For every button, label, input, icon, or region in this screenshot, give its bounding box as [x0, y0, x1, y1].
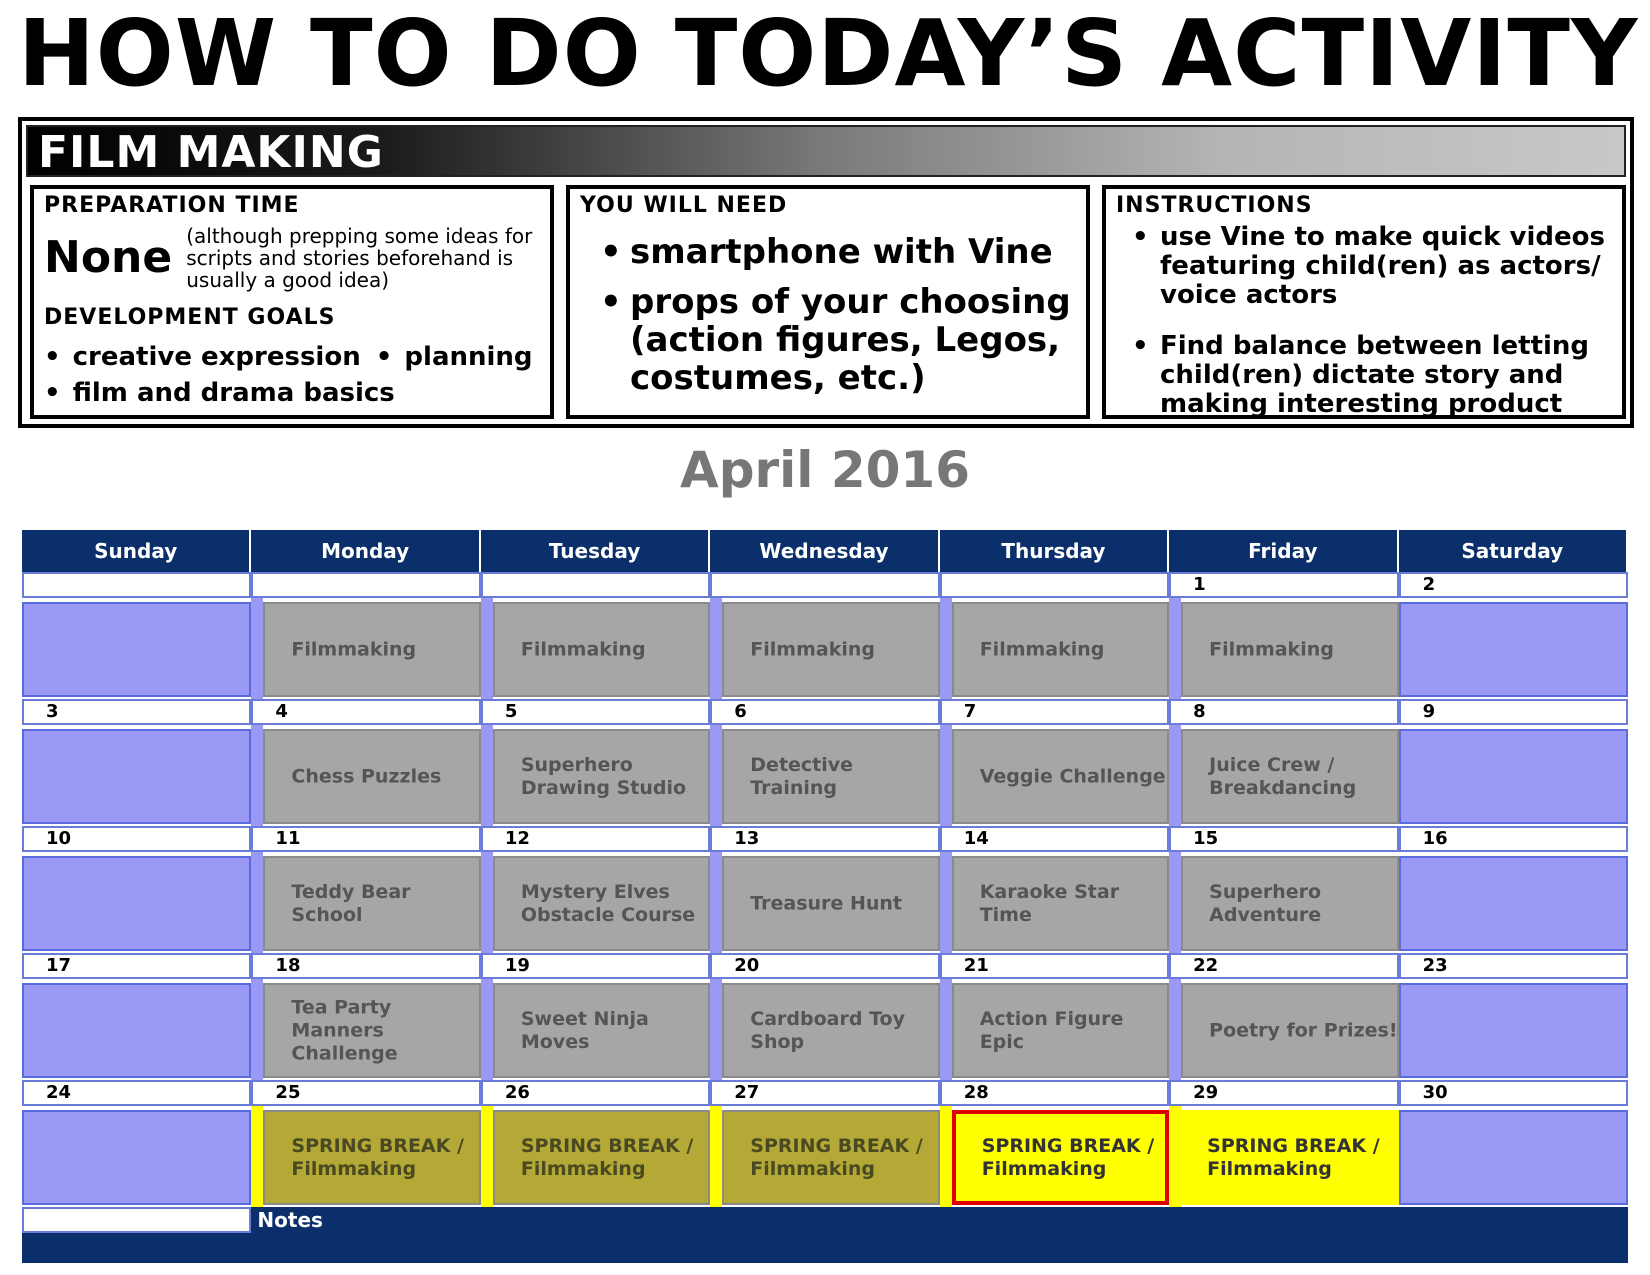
calendar-event-cell[interactable] — [263, 856, 480, 951]
calendar-cell-gutter — [1169, 725, 1181, 826]
calendar-month-title: April 2016 — [680, 441, 970, 499]
date-label: 14 — [940, 826, 1169, 852]
calendar-cell-gutter — [940, 979, 952, 1080]
calendar-cell-gutter — [940, 725, 952, 826]
materials-box — [566, 185, 1090, 419]
calendar-event-cell[interactable] — [493, 602, 710, 697]
development-goals — [44, 339, 540, 411]
goal-item: creative expression — [72, 342, 361, 372]
calendar-event-cell[interactable] — [263, 983, 480, 1078]
calendar-cell-gutter — [251, 1106, 263, 1207]
date-label-empty — [940, 572, 1169, 598]
date-label: 16 — [1399, 826, 1628, 852]
event-label: Mystery Elves Obstacle Course — [520, 880, 696, 926]
materials-heading: YOU WILL NEED — [580, 193, 788, 218]
goal-row: • creative expression • planning — [44, 342, 533, 372]
calendar-cell-gutter — [251, 598, 263, 699]
notes-area[interactable] — [22, 1233, 1628, 1263]
event-label: SPRING BREAK / Filmmaking — [520, 1134, 694, 1180]
date-label: 3 — [22, 699, 251, 725]
event-label: SPRING BREAK / Filmmaking — [981, 1134, 1155, 1180]
event-label: Tea Party Manners Challenge — [291, 996, 398, 1064]
calendar-cell-gutter — [481, 1106, 493, 1207]
materials-list — [580, 233, 1076, 397]
date-label: 12 — [481, 826, 710, 852]
activity-panel — [18, 117, 1634, 428]
event-label: SPRING BREAK / Filmmaking — [750, 1134, 923, 1180]
calendar-event-cell[interactable] — [952, 1110, 1169, 1205]
event-label: Veggie Challenge — [979, 765, 1166, 787]
event-label: Superhero Drawing Studio — [520, 753, 687, 799]
calendar-event-cell[interactable] — [722, 1110, 939, 1205]
date-label: 17 — [22, 953, 251, 979]
event-label: Filmmaking — [291, 638, 417, 660]
day-header-friday: Friday — [1169, 530, 1398, 572]
date-label: 21 — [940, 953, 1169, 979]
activity-banner — [26, 125, 1626, 177]
calendar-event-cell[interactable] — [722, 602, 939, 697]
event-label: Cardboard Toy Shop — [750, 1007, 905, 1053]
calendar-event-cell[interactable] — [493, 1110, 710, 1205]
calendar-cell-gutter — [251, 725, 263, 826]
calendar-cell-empty — [1399, 1110, 1628, 1205]
date-label-empty — [710, 572, 939, 598]
calendar-cell-gutter — [710, 725, 722, 826]
calendar-cell-gutter — [940, 1106, 952, 1207]
date-label: 26 — [481, 1080, 710, 1106]
calendar-cell-gutter — [710, 979, 722, 1080]
instruction-item: • use Vine to make quick videos featuring child(ren) as actors/ voice actors — [1132, 223, 1612, 310]
calendar-cell-gutter — [1169, 852, 1181, 953]
day-header-thursday: Thursday — [940, 530, 1169, 572]
event-label: Juice Crew / Breakdancing — [1209, 753, 1357, 799]
calendar-cell-gutter — [710, 852, 722, 953]
calendar-cell-gutter — [710, 1106, 722, 1207]
date-label: 13 — [710, 826, 939, 852]
materials-item: • smartphone with Vine — [600, 233, 1076, 271]
calendar-cell-empty — [1399, 602, 1628, 697]
instructions-box — [1102, 185, 1626, 419]
date-label: 27 — [710, 1080, 939, 1106]
date-label: 19 — [481, 953, 710, 979]
calendar-cell-empty — [22, 602, 251, 697]
event-label: Chess Puzzles — [291, 765, 442, 787]
calendar-grid — [22, 530, 1628, 1275]
calendar-event-cell[interactable] — [952, 983, 1169, 1078]
date-label: 28 — [940, 1080, 1169, 1106]
date-label-empty — [22, 572, 251, 598]
date-label: 22 — [1169, 953, 1398, 979]
instruction-item: • Find balance between letting child(ren) dictate story and making interesting product — [1132, 332, 1612, 419]
date-label: 29 — [1169, 1080, 1398, 1106]
calendar-cell-gutter — [1169, 598, 1181, 699]
calendar-cell-gutter — [940, 852, 952, 953]
date-label: 5 — [481, 699, 710, 725]
calendar-event-cell[interactable] — [1181, 983, 1398, 1078]
calendar-event-cell[interactable] — [493, 983, 710, 1078]
preparation-box — [30, 185, 554, 419]
date-label: 4 — [251, 699, 480, 725]
calendar-cell-gutter — [251, 979, 263, 1080]
materials-item: • props of your choosing (action figures, Legos, costumes, etc.) — [600, 283, 1076, 397]
calendar-cell-gutter — [940, 598, 952, 699]
date-label: 10 — [22, 826, 251, 852]
preparation-value: None — [44, 232, 173, 283]
date-label: 7 — [940, 699, 1169, 725]
event-label: SPRING BREAK / Filmmaking — [291, 1134, 464, 1180]
calendar-event-cell[interactable] — [952, 856, 1169, 951]
calendar-cell-gutter — [481, 979, 493, 1080]
calendar-cell-empty — [1399, 729, 1628, 824]
calendar-event-cell[interactable] — [1181, 1110, 1398, 1205]
goal-item: film and drama basics — [72, 378, 395, 408]
event-label: Filmmaking — [1209, 638, 1334, 660]
date-label: 20 — [710, 953, 939, 979]
goal-row: • film and drama basics — [44, 378, 395, 408]
calendar-cell-gutter — [710, 598, 722, 699]
calendar-event-cell[interactable] — [952, 602, 1169, 697]
day-header-saturday: Saturday — [1399, 530, 1628, 572]
goal-item: planning — [404, 342, 533, 372]
calendar-cell-empty — [22, 1110, 251, 1205]
date-label: 11 — [251, 826, 480, 852]
calendar-event-cell[interactable] — [722, 983, 939, 1078]
calendar-cell-empty — [1399, 856, 1628, 951]
calendar-event-cell[interactable] — [263, 1110, 480, 1205]
calendar-cell-gutter — [481, 725, 493, 826]
calendar-event-cell[interactable] — [722, 729, 939, 824]
date-label-empty — [481, 572, 710, 598]
date-label: 23 — [1399, 953, 1628, 979]
date-label: 15 — [1169, 826, 1398, 852]
preparation-note: (although prepping some ideas for scripts and stories beforehand is usually a good idea) — [186, 224, 533, 292]
date-label: 8 — [1169, 699, 1398, 725]
calendar-cell-empty — [22, 983, 251, 1078]
event-label: Action Figure Epic — [979, 1007, 1124, 1053]
calendar-event-cell[interactable] — [263, 729, 480, 824]
calendar-event-cell[interactable] — [952, 729, 1169, 824]
date-label: 9 — [1399, 699, 1628, 725]
event-label: Treasure Hunt — [750, 892, 902, 914]
calendar-event-cell[interactable] — [722, 856, 939, 951]
event-label: Superhero Adventure — [1209, 880, 1322, 926]
notes-header: Notes — [251, 1207, 1628, 1233]
event-label: Sweet Ninja Moves — [520, 1007, 649, 1053]
calendar-cell-gutter — [481, 598, 493, 699]
calendar-cell-empty — [1399, 983, 1628, 1078]
instructions-heading: INSTRUCTIONS — [1116, 193, 1313, 218]
event-label: Filmmaking — [979, 638, 1105, 660]
preparation-heading: PREPARATION TIME — [44, 193, 300, 218]
calendar-event-cell[interactable] — [493, 856, 710, 951]
day-header-monday: Monday — [251, 530, 480, 572]
activity-title: FILM MAKING — [38, 127, 384, 178]
event-label: SPRING BREAK / Filmmaking — [1207, 1134, 1380, 1180]
event-label: Teddy Bear School — [291, 880, 411, 926]
calendar-event-cell[interactable] — [1181, 729, 1398, 824]
calendar-event-cell[interactable] — [1181, 856, 1398, 951]
date-label: 2 — [1399, 572, 1628, 598]
notes-spacer — [22, 1207, 251, 1233]
date-label: 25 — [251, 1080, 480, 1106]
day-header-wednesday: Wednesday — [710, 530, 939, 572]
calendar-cell-gutter — [1169, 979, 1181, 1080]
instructions-list — [1116, 223, 1612, 419]
calendar-event-cell[interactable] — [263, 602, 480, 697]
calendar-cell-empty — [22, 729, 251, 824]
event-label: Filmmaking — [520, 638, 646, 660]
date-label: 18 — [251, 953, 480, 979]
date-label: 24 — [22, 1080, 251, 1106]
date-label-empty — [251, 572, 480, 598]
date-label: 6 — [710, 699, 939, 725]
page-headline: HOW TO DO TODAY’S ACTIVITY — [18, 0, 1639, 107]
date-label: 30 — [1399, 1080, 1628, 1106]
calendar-cell-gutter — [251, 852, 263, 953]
event-label: Karaoke Star Time — [979, 880, 1120, 926]
calendar-cell-gutter — [1169, 1106, 1181, 1207]
date-label: 1 — [1169, 572, 1398, 598]
calendar-cell-gutter — [481, 852, 493, 953]
development-heading: DEVELOPMENT GOALS — [44, 305, 336, 330]
calendar-event-cell[interactable] — [493, 729, 710, 824]
calendar-event-cell[interactable] — [1181, 602, 1398, 697]
event-label: Filmmaking — [750, 638, 875, 660]
day-header-tuesday: Tuesday — [481, 530, 710, 572]
event-label: Poetry for Prizes! — [1209, 1019, 1398, 1041]
event-label: Detective Training — [750, 753, 854, 799]
calendar-cell-empty — [22, 856, 251, 951]
day-header-sunday: Sunday — [22, 530, 251, 572]
